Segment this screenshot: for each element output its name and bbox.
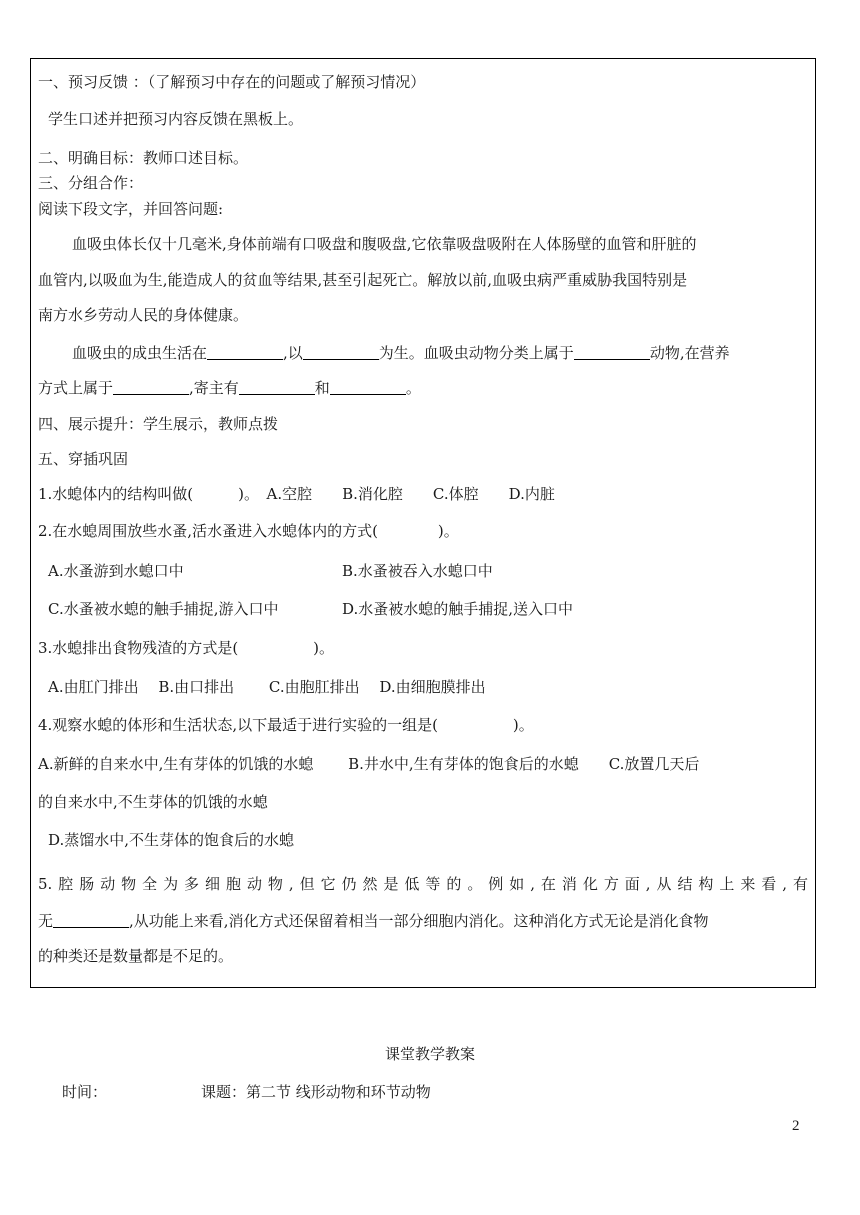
question-5-line <box>38 911 709 931</box>
answer-blank[interactable] <box>53 913 129 928</box>
answer-blank[interactable] <box>330 380 406 395</box>
question-4-options-line: 的自来水中,不生芽体的饥饿的水螅 <box>38 793 268 811</box>
section-1-title: 一、预习反馈 ：（了解预习中存在的问题或了解预习情况） <box>38 73 426 91</box>
fill-text: 血吸虫的成虫生活在 <box>72 344 208 362</box>
page-number: 2 <box>792 1118 800 1134</box>
fill-text: 动物,在营养 <box>649 344 730 362</box>
answer-blank[interactable] <box>303 345 379 360</box>
question-3-options: A.由肛门排出 B.由口排出 C.由胞肛排出 D.由细胞膜排出 <box>48 678 486 696</box>
lesson-plan-title: 课堂教学教案 <box>384 1045 475 1063</box>
read-prompt: 阅读下段文字，并回答问题: <box>38 200 224 218</box>
fill-text: ,寄主有 <box>189 379 239 397</box>
fill-text: 无 <box>38 912 54 930</box>
question-4-option-d: D.蒸馏水中,不生芽体的饱食后的水螅 <box>48 831 295 849</box>
question-1: 1.水螅体内的结构叫做( )。 A.空腔 B.消化腔 C.体腔 D.内脏 <box>38 485 555 503</box>
option-a: A.水蚤游到水螅口中 <box>48 562 184 580</box>
option-b: B.水蚤被吞入水螅口中 <box>342 562 493 580</box>
paragraph-line: 血管内,以吸血为生,能造成人的贫血等结果,甚至引起死亡。解放以前,血吸虫病严重威胁我国特别是 <box>38 271 688 289</box>
fill-text: 。 <box>405 379 421 397</box>
section-4-title: 四、展示提升：学生展示，教师点拨 <box>38 415 279 433</box>
fill-text: ,从功能上来看,消化方式还保留着相当一部分细胞内消化。这种消化方式无论是消化食物 <box>129 912 709 930</box>
topic-label: 课题：第二节 线形动物和环节动物 <box>201 1083 431 1101</box>
fill-text: 和 <box>314 379 330 397</box>
question-4: 4.观察水螅的体形和生活状态,以下最适于进行实验的一组是( )。 <box>38 716 534 734</box>
question-4-options-line: A.新鲜的自来水中,生有芽体的饥饿的水螅 B.井水中,生有芽体的饱食后的水螅 C.放置几天后 <box>38 755 700 773</box>
time-label: 时间： <box>62 1083 108 1101</box>
answer-blank[interactable] <box>113 380 189 395</box>
question-5-line: 5.腔肠动物全为多细胞动物,但它仍然是低等的。例如,在消化方面,从结构上来看,有 <box>38 875 808 893</box>
question-3: 3.水螅排出食物残渣的方式是( )。 <box>38 639 335 657</box>
question-5-line: 的种类还是数量都是不足的。 <box>38 947 234 965</box>
section-3-title: 三、分组合作： <box>38 174 144 192</box>
section-5-title: 五、穿插巩固 <box>38 450 129 468</box>
option-c: C.水蚤被水螅的触手捕捉,游入口中 <box>48 600 279 618</box>
fill-text: 方式上属于 <box>38 379 114 397</box>
option-d: D.水蚤被水螅的触手捕捉,送入口中 <box>342 600 574 618</box>
fill-blank-line-1 <box>72 343 730 363</box>
section-1-body: 学生口述并把预习内容反馈在黑板上。 <box>48 110 304 128</box>
paragraph-line: 血吸虫体长仅十几毫米,身体前端有口吸盘和腹吸盘,它依靠吸盘吸附在人体肠壁的血管和肝脏的 <box>72 235 697 253</box>
question-2: 2.在水螅周围放些水蚤,活水蚤进入水螅体内的方式( )。 <box>38 522 459 540</box>
fill-text: 为生。血吸虫动物分类上属于 <box>378 344 574 362</box>
answer-blank[interactable] <box>574 345 650 360</box>
section-2-title: 二、明确目标：教师口述目标。 <box>38 149 249 167</box>
answer-blank[interactable] <box>207 345 283 360</box>
lesson-meta <box>62 1082 431 1102</box>
answer-blank[interactable] <box>239 380 315 395</box>
paragraph-line: 南方水乡劳动人民的身体健康。 <box>38 306 249 324</box>
fill-text: ,以 <box>283 344 303 362</box>
fill-blank-line-2 <box>38 378 421 398</box>
